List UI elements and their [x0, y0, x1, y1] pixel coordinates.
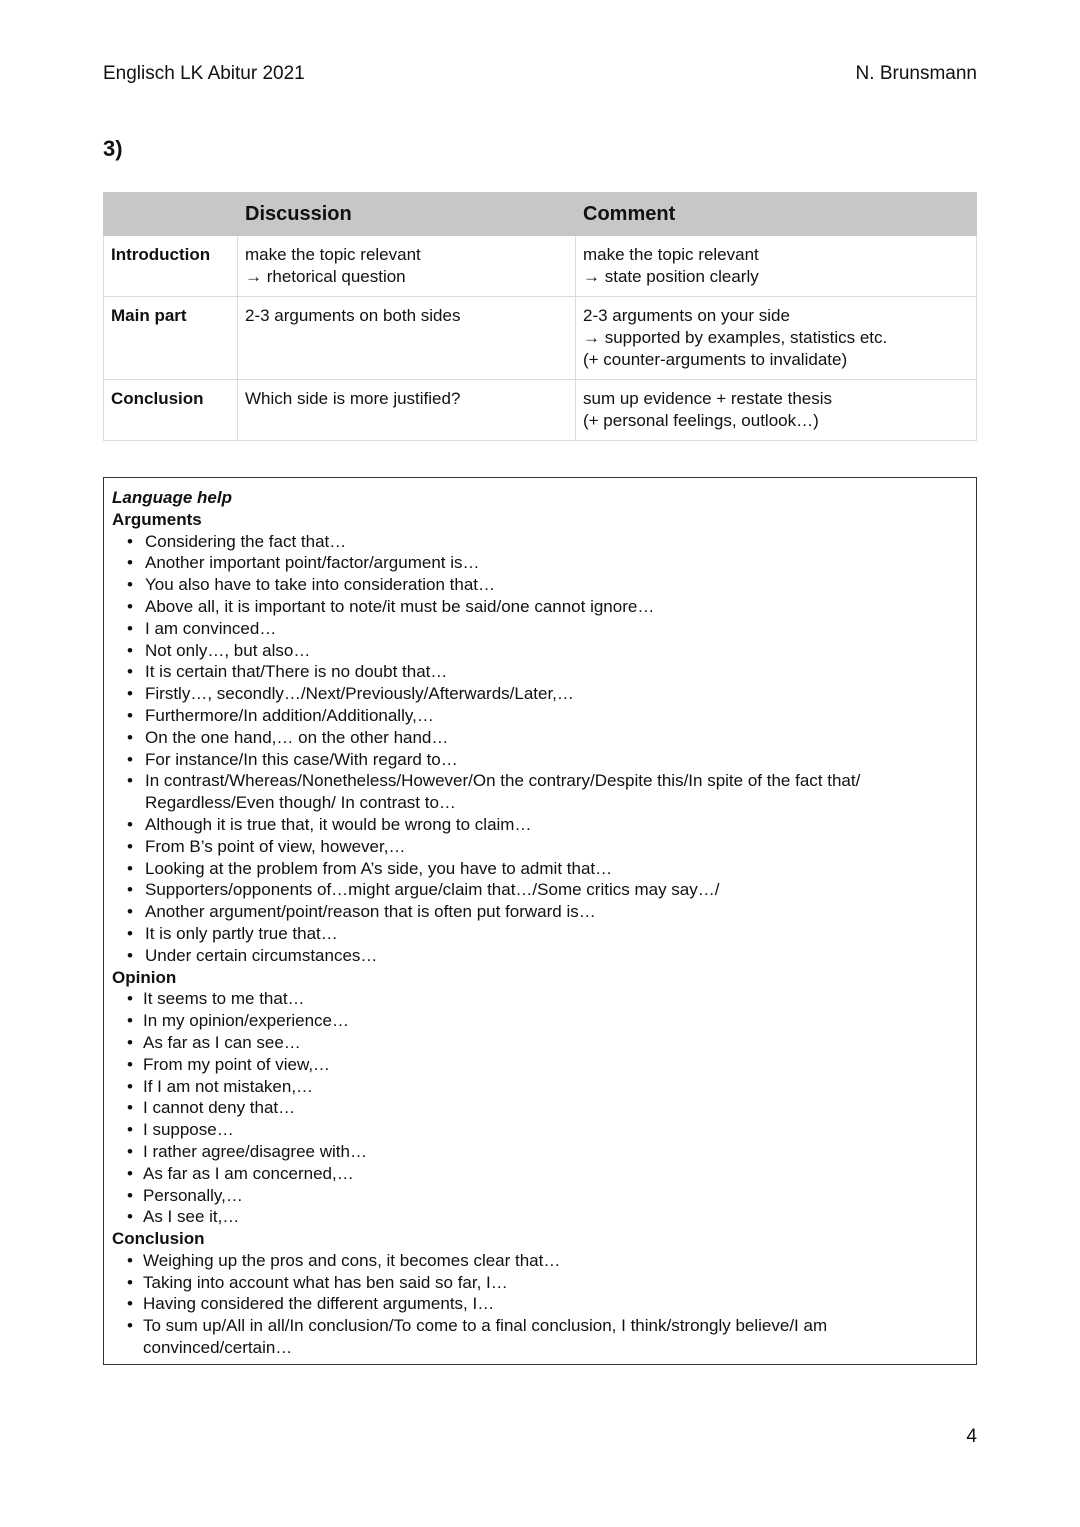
section-heading-conclusion: Conclusion [112, 1229, 205, 1249]
list-item: • Not only…, but also… [112, 640, 968, 662]
table-row-main-part [104, 297, 977, 380]
list-item: • I am convinced… [112, 618, 968, 640]
list-item: • Another important point/factor/argument is… [112, 552, 968, 574]
cell-line: → state position clearly [583, 267, 759, 286]
page-number: 4 [966, 1426, 977, 1447]
cell-line: → supported by examples, statistics etc. [583, 328, 888, 347]
table-header-empty [104, 193, 238, 236]
list-item: • Looking at the problem from A’s side, you have to admit that… [112, 858, 968, 880]
list-item: • Taking into account what has ben said so far, I… [112, 1272, 968, 1294]
list-item: • Although it is true that, it would be wrong to claim… [112, 814, 968, 836]
list-item: • Considering the fact that… [112, 531, 968, 553]
list-item: • I suppose… [112, 1119, 968, 1141]
table-row-introduction [104, 236, 977, 297]
table-row-conclusion [104, 380, 977, 441]
list-item: • As far as I can see… [112, 1032, 968, 1054]
list-item: • Supporters/opponents of…might argue/claim that…/Some critics may say…/ [112, 879, 968, 901]
list-item: • Personally,… [112, 1185, 968, 1207]
row-label: Main part [104, 297, 238, 380]
section-heading-arguments: Arguments [112, 509, 202, 529]
opinion-list [112, 988, 968, 1228]
list-item: • It is only partly true that… [112, 923, 968, 945]
list-item: • It is certain that/There is no doubt that… [112, 661, 968, 683]
row-label: Introduction [104, 236, 238, 297]
list-item: • I cannot deny that… [112, 1097, 968, 1119]
document-header-left: Englisch LK Abitur 2021 [103, 63, 305, 84]
cell-line: → rhetorical question [245, 267, 406, 286]
list-item: • Weighing up the pros and cons, it becomes clear that… [112, 1250, 968, 1272]
list-item: • Furthermore/In addition/Additionally,… [112, 705, 968, 727]
list-item: • I rather agree/disagree with… [112, 1141, 968, 1163]
list-item: • From B’s point of view, however,… [112, 836, 968, 858]
list-item: • If I am not mistaken,… [112, 1076, 968, 1098]
list-item: • Above all, it is important to note/it must be said/one cannot ignore… [112, 596, 968, 618]
structure-table [103, 192, 977, 441]
row-label: Conclusion [104, 380, 238, 441]
table-header-row [104, 193, 977, 236]
cell-line: (+ counter-arguments to invalidate) [583, 350, 848, 369]
list-item: • As I see it,… [112, 1206, 968, 1228]
section-number: 3) [103, 136, 123, 161]
discussion-cell [238, 380, 576, 441]
list-item: • It seems to me that… [112, 988, 968, 1010]
language-help-box [103, 477, 977, 1365]
section-heading-opinion: Opinion [112, 967, 177, 987]
language-help-title: Language help [112, 488, 232, 507]
table-header-comment: Comment [576, 193, 977, 236]
comment-cell [576, 297, 977, 380]
document-header-right: N. Brunsmann [855, 63, 977, 84]
cell-line: sum up evidence + restate thesis [583, 389, 832, 408]
list-item: • Firstly…, secondly…/Next/Previously/Afterwards/Later,… [112, 683, 968, 705]
cell-line: 2-3 arguments on both sides [245, 306, 461, 325]
list-item: • Under certain circumstances… [112, 945, 968, 967]
arguments-list [112, 531, 968, 967]
comment-cell [576, 236, 977, 297]
list-item: • In contrast/Whereas/Nonetheless/However/On the contrary/Despite this/In spite of the fact that/ Regardless/Even though/ In contrast to… [112, 770, 968, 814]
list-item: • In my opinion/experience… [112, 1010, 968, 1032]
list-item: • Having considered the different arguments, I… [112, 1293, 968, 1315]
list-item: • From my point of view,… [112, 1054, 968, 1076]
cell-line: make the topic relevant [583, 245, 759, 264]
list-item: • As far as I am concerned,… [112, 1163, 968, 1185]
table-header-discussion: Discussion [238, 193, 576, 236]
cell-line: make the topic relevant [245, 245, 421, 264]
discussion-cell [238, 297, 576, 380]
list-item: • On the one hand,… on the other hand… [112, 727, 968, 749]
cell-line: 2-3 arguments on your side [583, 306, 790, 325]
list-item: • You also have to take into consideration that… [112, 574, 968, 596]
comment-cell [576, 380, 977, 441]
cell-line: Which side is more justified? [245, 389, 461, 408]
list-item: • Another argument/point/reason that is often put forward is… [112, 901, 968, 923]
list-item: • To sum up/All in all/In conclusion/To come to a final conclusion, I think/strongly believe/I am convinced/certain… [112, 1315, 968, 1359]
list-item: • For instance/In this case/With regard to… [112, 749, 968, 771]
cell-line: (+ personal feelings, outlook…) [583, 411, 819, 430]
conclusion-list [112, 1250, 968, 1359]
discussion-cell [238, 236, 576, 297]
